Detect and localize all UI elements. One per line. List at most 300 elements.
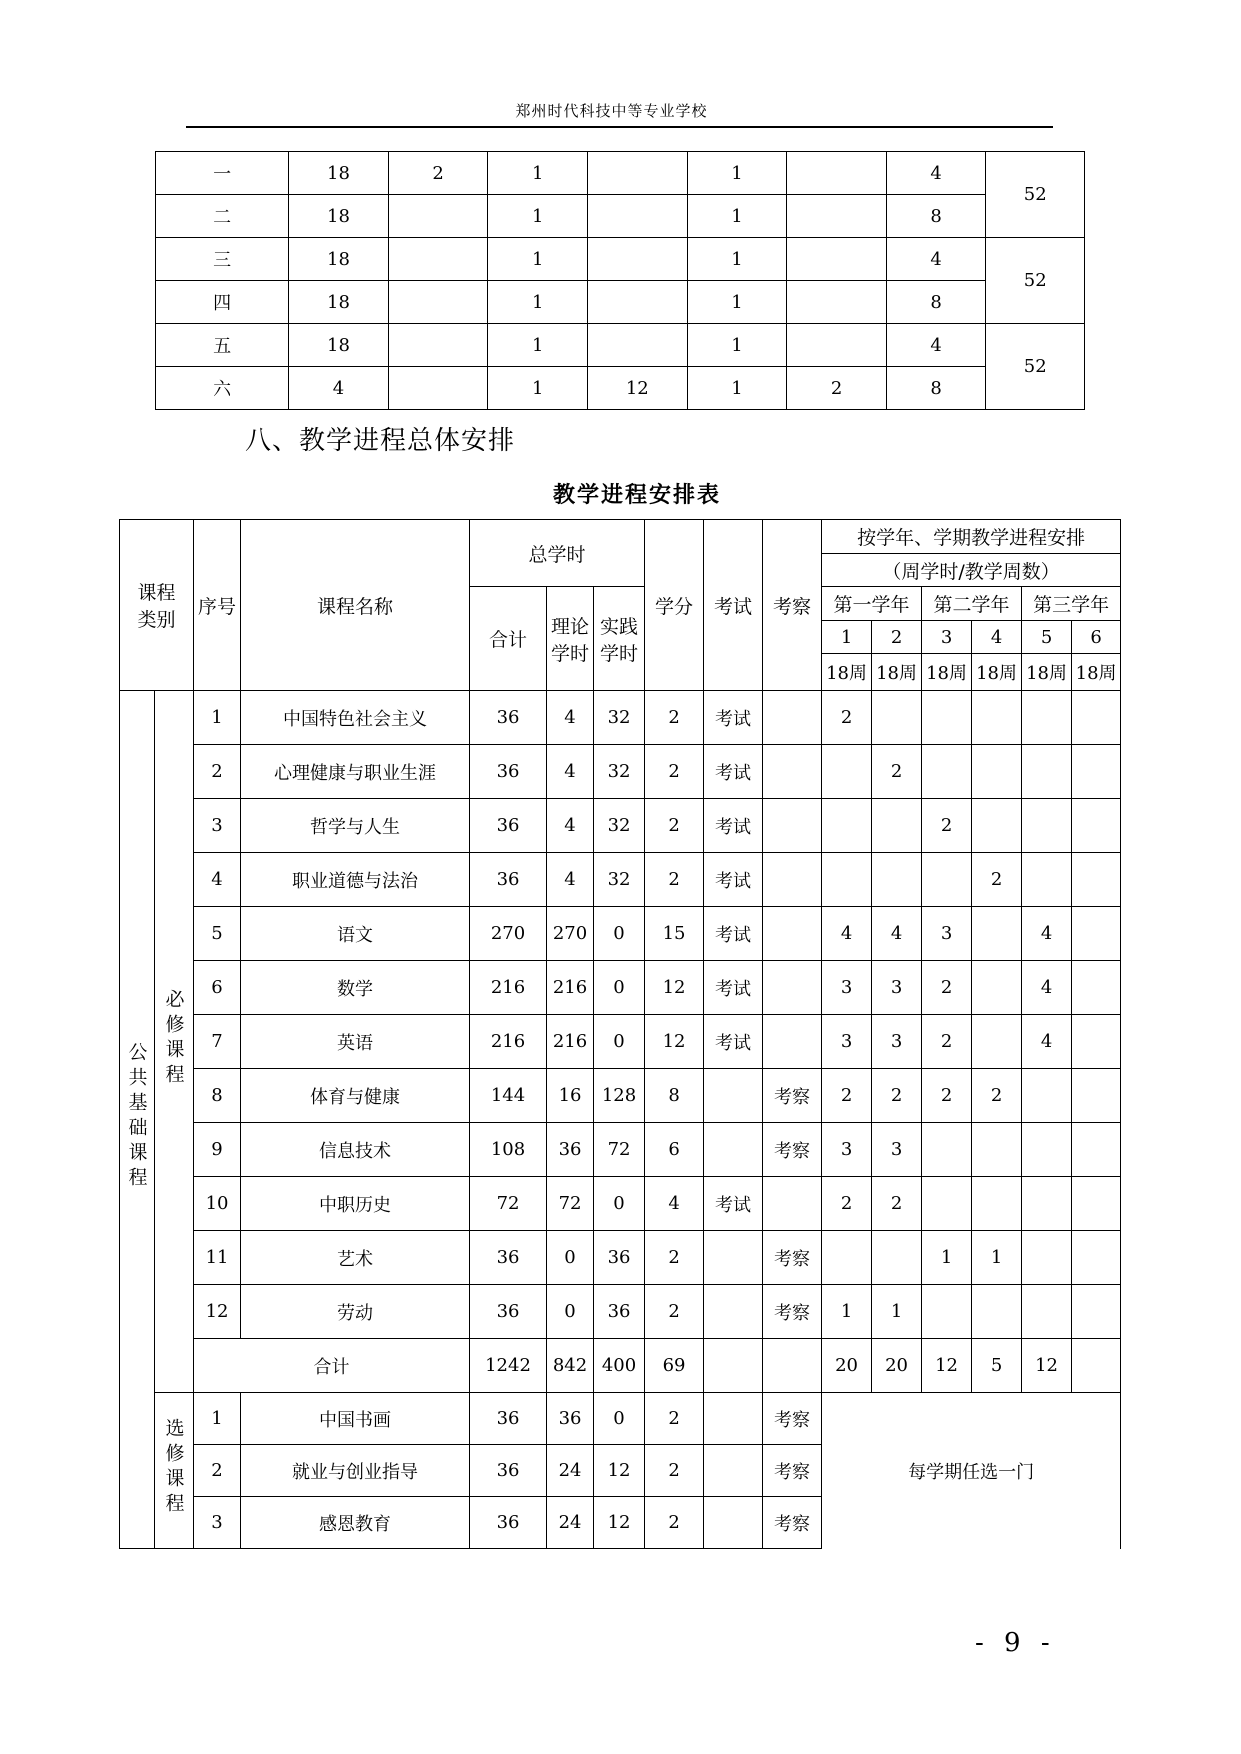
course-assessment: 考察 bbox=[763, 1069, 822, 1123]
course-seq: 11 bbox=[194, 1231, 241, 1285]
course-exam bbox=[704, 1231, 763, 1285]
course-credits: 2 bbox=[645, 1393, 704, 1445]
elective-note: 每学期任选一门 bbox=[822, 1393, 1121, 1549]
course-credits: 2 bbox=[645, 1497, 704, 1549]
course-assessment bbox=[763, 745, 822, 799]
subtotal-semester-hours: 12 bbox=[1022, 1339, 1072, 1393]
term-label: 五 bbox=[156, 324, 289, 367]
course-name: 中国特色社会主义 bbox=[241, 691, 470, 745]
subtotal-exam bbox=[704, 1339, 763, 1393]
header-semester: 5 bbox=[1022, 621, 1072, 654]
course-row bbox=[120, 961, 1121, 1015]
header-weeks: 18周 bbox=[1022, 654, 1072, 691]
course-practice-hours: 0 bbox=[594, 907, 645, 961]
course-name: 中职历史 bbox=[241, 1177, 470, 1231]
subtotal-practice-hours: 400 bbox=[594, 1339, 645, 1393]
course-row bbox=[120, 907, 1121, 961]
course-assessment: 考察 bbox=[763, 1393, 822, 1445]
year-total: 52 bbox=[986, 152, 1085, 238]
course-name: 语文 bbox=[241, 907, 470, 961]
course-name: 英语 bbox=[241, 1015, 470, 1069]
teaching-schedule-table bbox=[119, 519, 1121, 1549]
year-total: 52 bbox=[986, 238, 1085, 324]
course-total-hours: 36 bbox=[470, 799, 547, 853]
header-progress-note: （周学时/教学周数） bbox=[822, 554, 1121, 587]
semester-hours: 2 bbox=[822, 691, 872, 745]
course-row bbox=[120, 1177, 1121, 1231]
course-practice-hours: 32 bbox=[594, 691, 645, 745]
header-semester: 4 bbox=[972, 621, 1022, 654]
course-total-hours: 36 bbox=[470, 1231, 547, 1285]
elective-label bbox=[155, 1393, 194, 1549]
course-row bbox=[120, 1285, 1121, 1339]
course-row bbox=[120, 799, 1121, 853]
semester-hours bbox=[872, 1231, 922, 1285]
semester-hours bbox=[972, 1123, 1022, 1177]
semester-cell: 4 bbox=[886, 324, 986, 367]
course-practice-hours: 36 bbox=[594, 1231, 645, 1285]
course-name: 体育与健康 bbox=[241, 1069, 470, 1123]
course-total-hours: 36 bbox=[470, 1497, 547, 1549]
semester-row bbox=[156, 281, 1085, 324]
course-assessment bbox=[763, 907, 822, 961]
semester-cell: 1 bbox=[687, 238, 787, 281]
course-row bbox=[120, 1231, 1121, 1285]
semester-hours bbox=[822, 1231, 872, 1285]
header-seq: 序号 bbox=[194, 520, 241, 691]
semester-cell: 1 bbox=[687, 152, 787, 195]
semester-cell bbox=[588, 152, 688, 195]
semester-hours: 2 bbox=[872, 1069, 922, 1123]
course-theory-hours: 24 bbox=[547, 1445, 594, 1497]
subtotal-theory-hours: 842 bbox=[547, 1339, 594, 1393]
semester-hours: 2 bbox=[922, 1015, 972, 1069]
semester-hours bbox=[1022, 691, 1072, 745]
header-weeks: 18周 bbox=[922, 654, 972, 691]
course-total-hours: 36 bbox=[470, 691, 547, 745]
semester-cell bbox=[388, 195, 488, 238]
course-practice-hours: 12 bbox=[594, 1497, 645, 1549]
course-credits: 2 bbox=[645, 853, 704, 907]
course-theory-hours: 4 bbox=[547, 691, 594, 745]
semester-cell: 1 bbox=[488, 152, 588, 195]
semester-hours: 3 bbox=[822, 1123, 872, 1177]
term-label: 四 bbox=[156, 281, 289, 324]
table-title: 教学进程安排表 bbox=[553, 483, 722, 508]
term-label: 一 bbox=[156, 152, 289, 195]
semester-cell: 4 bbox=[886, 238, 986, 281]
semester-hours: 4 bbox=[1022, 961, 1072, 1015]
semester-cell bbox=[588, 281, 688, 324]
semester-cell bbox=[588, 195, 688, 238]
elective-course-row bbox=[120, 1393, 1121, 1445]
course-exam bbox=[704, 1069, 763, 1123]
header-practice: 实践 学时 bbox=[594, 587, 645, 691]
course-total-hours: 270 bbox=[470, 907, 547, 961]
school-header: 郑州时代科技中等专业学校 bbox=[515, 102, 708, 120]
course-seq: 4 bbox=[194, 853, 241, 907]
course-exam: 考试 bbox=[704, 961, 763, 1015]
header-year-2: 第二学年 bbox=[922, 587, 1022, 621]
semester-row bbox=[156, 367, 1085, 410]
semester-cell bbox=[588, 238, 688, 281]
course-seq: 7 bbox=[194, 1015, 241, 1069]
course-assessment bbox=[763, 1177, 822, 1231]
semester-cell: 1 bbox=[488, 367, 588, 410]
semester-hours: 3 bbox=[822, 961, 872, 1015]
header-category: 课程 类别 bbox=[120, 520, 194, 691]
course-seq: 3 bbox=[194, 799, 241, 853]
semester-hours bbox=[1072, 691, 1121, 745]
semester-cell bbox=[388, 238, 488, 281]
course-exam bbox=[704, 1445, 763, 1497]
semester-hours bbox=[1022, 1285, 1072, 1339]
course-seq: 1 bbox=[194, 691, 241, 745]
course-assessment: 考察 bbox=[763, 1285, 822, 1339]
header-exam: 考试 bbox=[704, 520, 763, 691]
semester-hours bbox=[872, 853, 922, 907]
header-rule bbox=[186, 126, 1053, 128]
group-label-public-basic bbox=[120, 691, 155, 1549]
course-credits: 2 bbox=[645, 745, 704, 799]
header-total-hours: 总学时 bbox=[470, 520, 645, 587]
semester-hours: 2 bbox=[922, 1069, 972, 1123]
header-progress: 按学年、学期教学进程安排 bbox=[822, 520, 1121, 554]
course-name: 就业与创业指导 bbox=[241, 1445, 470, 1497]
semester-hours bbox=[922, 691, 972, 745]
course-practice-hours: 0 bbox=[594, 1393, 645, 1445]
semester-hours bbox=[922, 1285, 972, 1339]
semester-row bbox=[156, 152, 1085, 195]
course-practice-hours: 32 bbox=[594, 745, 645, 799]
semester-hours: 2 bbox=[822, 1069, 872, 1123]
semester-cell: 1 bbox=[488, 324, 588, 367]
course-name: 信息技术 bbox=[241, 1123, 470, 1177]
semester-hours bbox=[1072, 1123, 1121, 1177]
semester-hours: 3 bbox=[872, 1015, 922, 1069]
semester-cell: 12 bbox=[588, 367, 688, 410]
semester-cell bbox=[388, 367, 488, 410]
course-seq: 8 bbox=[194, 1069, 241, 1123]
semester-hours bbox=[1072, 1285, 1121, 1339]
course-seq: 6 bbox=[194, 961, 241, 1015]
semester-hours: 1 bbox=[922, 1231, 972, 1285]
semester-cell bbox=[388, 324, 488, 367]
course-name: 感恩教育 bbox=[241, 1497, 470, 1549]
course-row bbox=[120, 691, 1121, 745]
subtotal-total-hours: 1242 bbox=[470, 1339, 547, 1393]
course-theory-hours: 0 bbox=[547, 1231, 594, 1285]
course-practice-hours: 0 bbox=[594, 1177, 645, 1231]
subtotal-semester-hours bbox=[1072, 1339, 1121, 1393]
course-practice-hours: 128 bbox=[594, 1069, 645, 1123]
course-practice-hours: 0 bbox=[594, 1015, 645, 1069]
course-practice-hours: 36 bbox=[594, 1285, 645, 1339]
course-theory-hours: 36 bbox=[547, 1393, 594, 1445]
header-semester: 2 bbox=[872, 621, 922, 654]
course-row bbox=[120, 1123, 1121, 1177]
course-exam: 考试 bbox=[704, 853, 763, 907]
header-assessment: 考察 bbox=[763, 520, 822, 691]
course-theory-hours: 4 bbox=[547, 799, 594, 853]
course-theory-hours: 216 bbox=[547, 1015, 594, 1069]
semester-hours bbox=[922, 1177, 972, 1231]
semester-hours bbox=[1022, 1123, 1072, 1177]
semester-hours bbox=[922, 745, 972, 799]
subtotal-assessment bbox=[763, 1339, 822, 1393]
course-credits: 2 bbox=[645, 1285, 704, 1339]
semester-cell bbox=[787, 195, 887, 238]
course-assessment bbox=[763, 799, 822, 853]
course-practice-hours: 72 bbox=[594, 1123, 645, 1177]
course-credits: 12 bbox=[645, 961, 704, 1015]
header-course-name: 课程名称 bbox=[241, 520, 470, 691]
semester-hours: 2 bbox=[972, 1069, 1022, 1123]
semester-cell: 18 bbox=[289, 238, 389, 281]
semester-hours bbox=[1022, 1069, 1072, 1123]
header-semester: 6 bbox=[1072, 621, 1121, 654]
term-label: 二 bbox=[156, 195, 289, 238]
course-credits: 12 bbox=[645, 1015, 704, 1069]
subtotal-semester-hours: 5 bbox=[972, 1339, 1022, 1393]
course-credits: 4 bbox=[645, 1177, 704, 1231]
semester-hours bbox=[822, 745, 872, 799]
semester-hours bbox=[1072, 907, 1121, 961]
course-assessment: 考察 bbox=[763, 1123, 822, 1177]
semester-hours bbox=[1072, 1015, 1121, 1069]
course-total-hours: 36 bbox=[470, 1445, 547, 1497]
page-number: - 9 - bbox=[975, 1628, 1056, 1658]
header-weeks: 18周 bbox=[1072, 654, 1121, 691]
semester-hours: 1 bbox=[822, 1285, 872, 1339]
semester-cell: 18 bbox=[289, 195, 389, 238]
course-assessment bbox=[763, 691, 822, 745]
semester-hours bbox=[1022, 745, 1072, 799]
semester-hours bbox=[1072, 745, 1121, 799]
course-total-hours: 72 bbox=[470, 1177, 547, 1231]
header-credits: 学分 bbox=[645, 520, 704, 691]
semester-hours bbox=[1022, 799, 1072, 853]
course-name: 劳动 bbox=[241, 1285, 470, 1339]
course-seq: 10 bbox=[194, 1177, 241, 1231]
course-theory-hours: 216 bbox=[547, 961, 594, 1015]
course-row bbox=[120, 853, 1121, 907]
course-seq: 2 bbox=[194, 1445, 241, 1497]
course-practice-hours: 32 bbox=[594, 853, 645, 907]
semester-hours: 1 bbox=[972, 1231, 1022, 1285]
semester-row bbox=[156, 238, 1085, 281]
course-practice-hours: 0 bbox=[594, 961, 645, 1015]
semester-hours bbox=[922, 1123, 972, 1177]
course-seq: 12 bbox=[194, 1285, 241, 1339]
header-sum: 合计 bbox=[470, 587, 547, 691]
course-total-hours: 216 bbox=[470, 1015, 547, 1069]
course-exam: 考试 bbox=[704, 691, 763, 745]
course-exam bbox=[704, 1393, 763, 1445]
semester-hours bbox=[972, 961, 1022, 1015]
course-theory-hours: 16 bbox=[547, 1069, 594, 1123]
course-assessment bbox=[763, 1015, 822, 1069]
semester-cell: 1 bbox=[687, 367, 787, 410]
course-row bbox=[120, 1015, 1121, 1069]
semester-hours bbox=[972, 1015, 1022, 1069]
semester-hours bbox=[1022, 853, 1072, 907]
semester-hours bbox=[872, 799, 922, 853]
semester-hours: 2 bbox=[922, 961, 972, 1015]
course-row bbox=[120, 1069, 1121, 1123]
semester-hours bbox=[972, 1285, 1022, 1339]
course-name: 心理健康与职业生涯 bbox=[241, 745, 470, 799]
semester-hours: 3 bbox=[822, 1015, 872, 1069]
semester-hours bbox=[1022, 1231, 1072, 1285]
course-theory-hours: 270 bbox=[547, 907, 594, 961]
course-row bbox=[120, 745, 1121, 799]
course-exam: 考试 bbox=[704, 745, 763, 799]
course-total-hours: 144 bbox=[470, 1069, 547, 1123]
year-total: 52 bbox=[986, 324, 1085, 410]
course-exam: 考试 bbox=[704, 799, 763, 853]
semester-cell: 1 bbox=[488, 195, 588, 238]
semester-cell: 2 bbox=[388, 152, 488, 195]
header-semester: 1 bbox=[822, 621, 872, 654]
course-exam: 考试 bbox=[704, 1015, 763, 1069]
semester-cell: 4 bbox=[886, 152, 986, 195]
course-total-hours: 36 bbox=[470, 1285, 547, 1339]
semester-cell: 2 bbox=[787, 367, 887, 410]
course-credits: 2 bbox=[645, 691, 704, 745]
header-weeks: 18周 bbox=[872, 654, 922, 691]
semester-hours bbox=[972, 1177, 1022, 1231]
course-name: 艺术 bbox=[241, 1231, 470, 1285]
elective-label-text: 选修课程 bbox=[162, 1418, 185, 1518]
semester-hours bbox=[1072, 1069, 1121, 1123]
course-practice-hours: 32 bbox=[594, 799, 645, 853]
course-exam bbox=[704, 1497, 763, 1549]
semester-row bbox=[156, 324, 1085, 367]
course-theory-hours: 24 bbox=[547, 1497, 594, 1549]
semester-cell: 1 bbox=[488, 238, 588, 281]
semester-hours: 3 bbox=[922, 907, 972, 961]
semester-cell: 18 bbox=[289, 281, 389, 324]
semester-hours bbox=[1022, 1177, 1072, 1231]
semester-hours: 2 bbox=[872, 1177, 922, 1231]
course-total-hours: 36 bbox=[470, 1393, 547, 1445]
semester-cell: 8 bbox=[886, 367, 986, 410]
semester-hours: 2 bbox=[972, 853, 1022, 907]
course-seq: 2 bbox=[194, 745, 241, 799]
semester-hours: 4 bbox=[1022, 1015, 1072, 1069]
semester-weeks-table bbox=[155, 151, 1085, 410]
course-assessment: 考察 bbox=[763, 1231, 822, 1285]
semester-hours: 4 bbox=[822, 907, 872, 961]
semester-hours bbox=[822, 799, 872, 853]
semester-hours bbox=[1072, 1177, 1121, 1231]
semester-cell bbox=[588, 324, 688, 367]
header-weeks: 18周 bbox=[822, 654, 872, 691]
semester-hours: 1 bbox=[872, 1285, 922, 1339]
header-semester: 3 bbox=[922, 621, 972, 654]
course-total-hours: 36 bbox=[470, 745, 547, 799]
course-exam bbox=[704, 1285, 763, 1339]
group-label-text: 公共基础课程 bbox=[125, 1042, 148, 1192]
semester-hours: 4 bbox=[1022, 907, 1072, 961]
semester-cell bbox=[388, 281, 488, 324]
semester-cell: 4 bbox=[289, 367, 389, 410]
course-name: 哲学与人生 bbox=[241, 799, 470, 853]
course-seq: 3 bbox=[194, 1497, 241, 1549]
course-exam: 考试 bbox=[704, 1177, 763, 1231]
course-seq: 1 bbox=[194, 1393, 241, 1445]
course-theory-hours: 36 bbox=[547, 1123, 594, 1177]
semester-hours: 2 bbox=[822, 1177, 872, 1231]
course-name: 数学 bbox=[241, 961, 470, 1015]
term-label: 三 bbox=[156, 238, 289, 281]
course-credits: 2 bbox=[645, 1445, 704, 1497]
semester-hours bbox=[972, 745, 1022, 799]
course-credits: 2 bbox=[645, 1231, 704, 1285]
course-credits: 15 bbox=[645, 907, 704, 961]
course-assessment: 考察 bbox=[763, 1497, 822, 1549]
subtotal-label: 合计 bbox=[194, 1339, 470, 1393]
semester-cell: 18 bbox=[289, 324, 389, 367]
term-label: 六 bbox=[156, 367, 289, 410]
semester-cell bbox=[787, 238, 887, 281]
semester-hours bbox=[1072, 1231, 1121, 1285]
semester-cell: 8 bbox=[886, 281, 986, 324]
course-assessment bbox=[763, 961, 822, 1015]
required-label-text: 必修课程 bbox=[162, 989, 185, 1089]
course-seq: 9 bbox=[194, 1123, 241, 1177]
semester-hours bbox=[1072, 799, 1121, 853]
semester-cell: 18 bbox=[289, 152, 389, 195]
course-credits: 2 bbox=[645, 799, 704, 853]
course-theory-hours: 0 bbox=[547, 1285, 594, 1339]
course-credits: 8 bbox=[645, 1069, 704, 1123]
semester-cell bbox=[787, 324, 887, 367]
semester-hours bbox=[972, 691, 1022, 745]
course-credits: 6 bbox=[645, 1123, 704, 1177]
header-theory: 理论 学时 bbox=[547, 587, 594, 691]
course-assessment bbox=[763, 853, 822, 907]
subtotal-semester-hours: 20 bbox=[872, 1339, 922, 1393]
subtotal-semester-hours: 12 bbox=[922, 1339, 972, 1393]
course-theory-hours: 4 bbox=[547, 853, 594, 907]
semester-hours bbox=[872, 691, 922, 745]
semester-hours: 3 bbox=[872, 1123, 922, 1177]
course-name: 中国书画 bbox=[241, 1393, 470, 1445]
subtotal-semester-hours: 20 bbox=[822, 1339, 872, 1393]
semester-hours bbox=[1072, 853, 1121, 907]
semester-cell: 1 bbox=[687, 281, 787, 324]
course-total-hours: 216 bbox=[470, 961, 547, 1015]
semester-hours bbox=[972, 907, 1022, 961]
semester-cell: 1 bbox=[488, 281, 588, 324]
subtotal-credits: 69 bbox=[645, 1339, 704, 1393]
subtotal-row bbox=[120, 1339, 1121, 1393]
course-name: 职业道德与法治 bbox=[241, 853, 470, 907]
semester-hours: 2 bbox=[872, 745, 922, 799]
semester-hours bbox=[822, 853, 872, 907]
course-exam: 考试 bbox=[704, 907, 763, 961]
semester-hours: 4 bbox=[872, 907, 922, 961]
semester-cell bbox=[787, 281, 887, 324]
course-seq: 5 bbox=[194, 907, 241, 961]
semester-hours bbox=[972, 799, 1022, 853]
header-year-1: 第一学年 bbox=[822, 587, 922, 621]
semester-cell: 1 bbox=[687, 324, 787, 367]
semester-cell bbox=[787, 152, 887, 195]
semester-hours: 2 bbox=[922, 799, 972, 853]
